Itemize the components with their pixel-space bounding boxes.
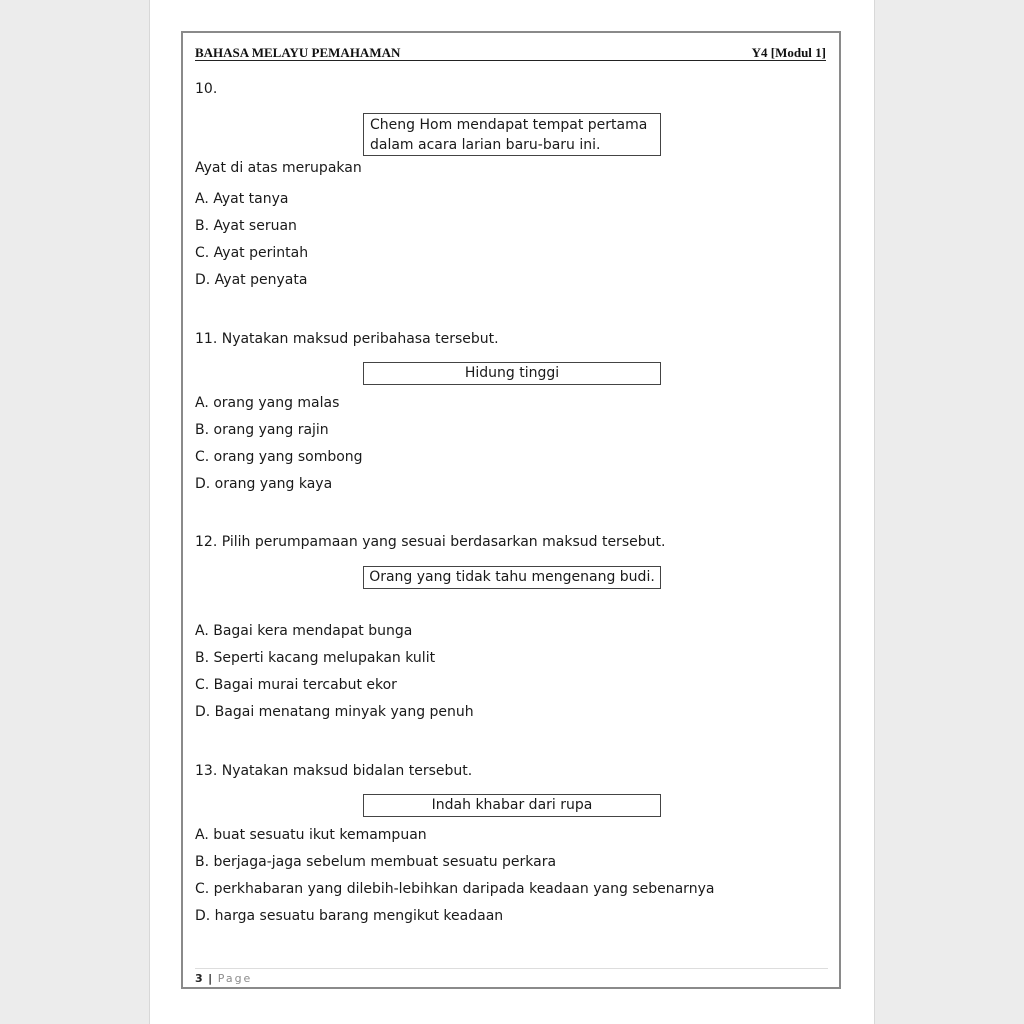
question-11-prompt: 11. Nyatakan maksud peribahasa tersebut. <box>195 331 499 347</box>
footer-separator: | <box>208 972 213 985</box>
question-13-option-b: B. berjaga-jaga sebelum membuat sesuatu perkara <box>195 854 557 870</box>
question-11-proverb-box: Hidung tinggi <box>363 362 661 385</box>
question-12-option-b: B. Seperti kacang melupakan kulit <box>195 650 436 666</box>
header-rule <box>195 60 826 61</box>
question-12-option-d: D. Bagai menatang minyak yang penuh <box>195 704 474 720</box>
question-10-option-b: B. Ayat seruan <box>195 218 297 234</box>
question-10-option-a: A. Ayat tanya <box>195 191 289 207</box>
question-13-option-c: C. perkhabaran yang dilebih-lebihkan daripada keadaan yang sebenarnya <box>195 881 715 897</box>
module-label: Y4 [Modul 1] <box>751 45 826 60</box>
question-13-prompt: 13. Nyatakan maksud bidalan tersebut. <box>195 763 473 779</box>
question-11-option-c: C. orang yang sombong <box>195 449 363 465</box>
question-10-sentence-box <box>363 113 661 156</box>
question-13-option-d: D. harga sesuatu barang mengikut keadaan <box>195 908 504 924</box>
question-10-prompt: Ayat di atas merupakan <box>195 160 362 176</box>
question-11-option-b: B. orang yang rajin <box>195 422 329 438</box>
question-12-prompt: 12. Pilih perumpamaan yang sesuai berdasarkan maksud tersebut. <box>195 534 666 550</box>
question-13-saying-box: Indah khabar dari rupa <box>363 794 661 817</box>
sentence-line-2: dalam acara larian baru-baru ini. <box>370 137 601 153</box>
question-12-meaning-box: Orang yang tidak tahu mengenang budi. <box>363 566 661 589</box>
subject-title: BAHASA MELAYU PEMAHAMAN <box>195 45 401 60</box>
question-10-number: 10. <box>195 81 218 97</box>
page-footer <box>195 972 252 985</box>
page-number: 3 <box>195 972 203 985</box>
sentence-line-1: Cheng Hom mendapat tempat pertama <box>370 117 648 133</box>
question-12-option-c: C. Bagai murai tercabut ekor <box>195 677 397 693</box>
question-11-option-a: A. orang yang malas <box>195 395 340 411</box>
page-word: Page <box>217 972 253 985</box>
question-10-option-d: D. Ayat penyata <box>195 272 308 288</box>
footer-rule <box>195 968 828 969</box>
question-10-option-c: C. Ayat perintah <box>195 245 309 261</box>
question-11-option-d: D. orang yang kaya <box>195 476 333 492</box>
question-13-option-a: A. buat sesuatu ikut kemampuan <box>195 827 427 843</box>
question-12-option-a: A. Bagai kera mendapat bunga <box>195 623 413 639</box>
